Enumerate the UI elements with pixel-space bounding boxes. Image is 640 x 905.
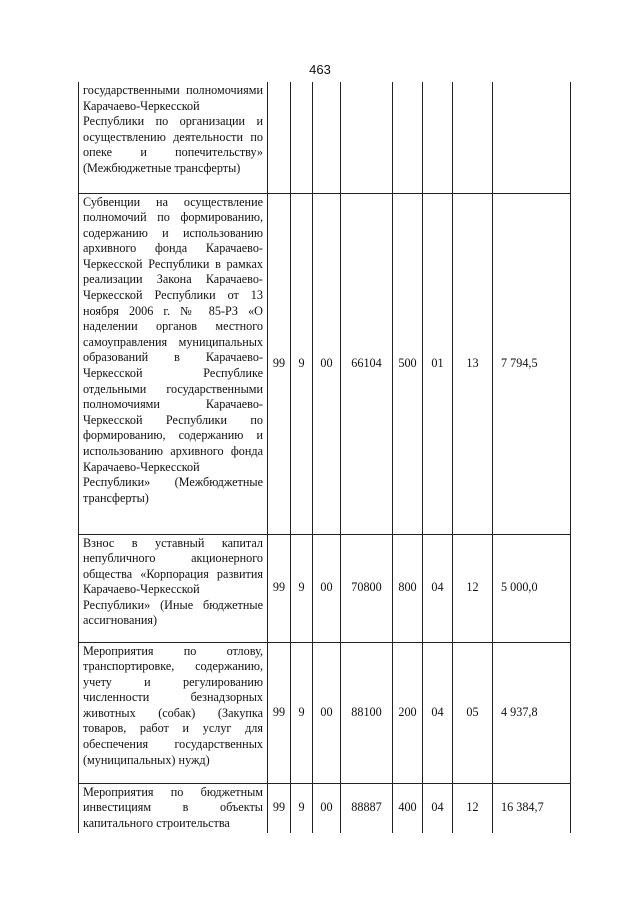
cell-subprogram: 9 — [291, 642, 313, 783]
cell-program: 99 — [268, 534, 291, 642]
cell-direction: 00 — [313, 783, 341, 833]
cell-subsection: 12 — [453, 783, 493, 833]
cell-code: 88887 — [341, 783, 393, 833]
cell-expense-type — [393, 82, 423, 193]
cell-expense-type: 500 — [393, 193, 423, 534]
cell-subsection: 12 — [453, 534, 493, 642]
cell-subprogram: 9 — [291, 193, 313, 534]
page-number: 463 — [309, 62, 331, 77]
cell-code — [341, 82, 393, 193]
cell-amount: 16 384,7 — [493, 783, 571, 833]
cell-expense-type: 200 — [393, 642, 423, 783]
budget-table — [78, 82, 571, 833]
cell-section: 04 — [423, 642, 453, 783]
cell-subsection: 13 — [453, 193, 493, 534]
cell-code: 66104 — [341, 193, 393, 534]
cell-program — [268, 82, 291, 193]
cell-subprogram: 9 — [291, 534, 313, 642]
cell-section — [423, 82, 453, 193]
row-description: Мероприятия по отлову, транспортировке, содержанию, учету и регулированию численности безнадзорных животных (собак) (Закупка товаров, работ и услуг для обеспечения государственных (муниципальных) нужд) — [79, 642, 268, 783]
cell-section: 04 — [423, 534, 453, 642]
cell-amount — [493, 82, 571, 193]
cell-direction: 00 — [313, 193, 341, 534]
cell-amount: 7 794,5 — [493, 193, 571, 534]
cell-section: 04 — [423, 783, 453, 833]
cell-direction: 00 — [313, 642, 341, 783]
table-row — [79, 82, 571, 193]
cell-code: 88100 — [341, 642, 393, 783]
table-row — [79, 534, 571, 642]
cell-amount: 5 000,0 — [493, 534, 571, 642]
cell-section: 01 — [423, 193, 453, 534]
row-description: Мероприятия по бюджетным инвестициям в объекты капитального строительства — [79, 783, 268, 833]
cell-subsection — [453, 82, 493, 193]
table-row — [79, 193, 571, 534]
cell-subprogram: 9 — [291, 783, 313, 833]
cell-subprogram — [291, 82, 313, 193]
table-row — [79, 783, 571, 833]
cell-program: 99 — [268, 783, 291, 833]
cell-expense-type: 800 — [393, 534, 423, 642]
cell-code: 70800 — [341, 534, 393, 642]
row-description: Взнос в уставный капитал непубличного акционерного общества «Корпорация развития Карачаево-Черкесской Республики» (Иные бюджетные ассигнования) — [79, 534, 268, 642]
cell-direction: 00 — [313, 534, 341, 642]
row-description: государственными полномочиями Карачаево-Черкесской Республики по организации и осуществлению деятельности по опеке и попечительству» (Межбюджетные трансферты) — [79, 82, 268, 193]
row-description: Субвенции на осуществление полномочий по формированию, содержанию и использованию архивного фонда Карачаево-Черкесской Республики в рамках реализации Закона Карачаево-Черкесской Республики от 13 ноября 2006 г. № 85-РЗ «О наделении органов местного самоуправления муниципальных образований в Карачаево-Черкесской Республике отдельными государственными полномочиями Карачаево-Черкесской Республики по формированию, содержанию и использованию архивного фонда Карачаево-Черкесской Республики» (Межбюджетные трансферты) — [79, 193, 268, 534]
cell-program: 99 — [268, 193, 291, 534]
cell-program: 99 — [268, 642, 291, 783]
cell-subsection: 05 — [453, 642, 493, 783]
cell-expense-type: 400 — [393, 783, 423, 833]
cell-direction — [313, 82, 341, 193]
table-row — [79, 642, 571, 783]
cell-amount: 4 937,8 — [493, 642, 571, 783]
